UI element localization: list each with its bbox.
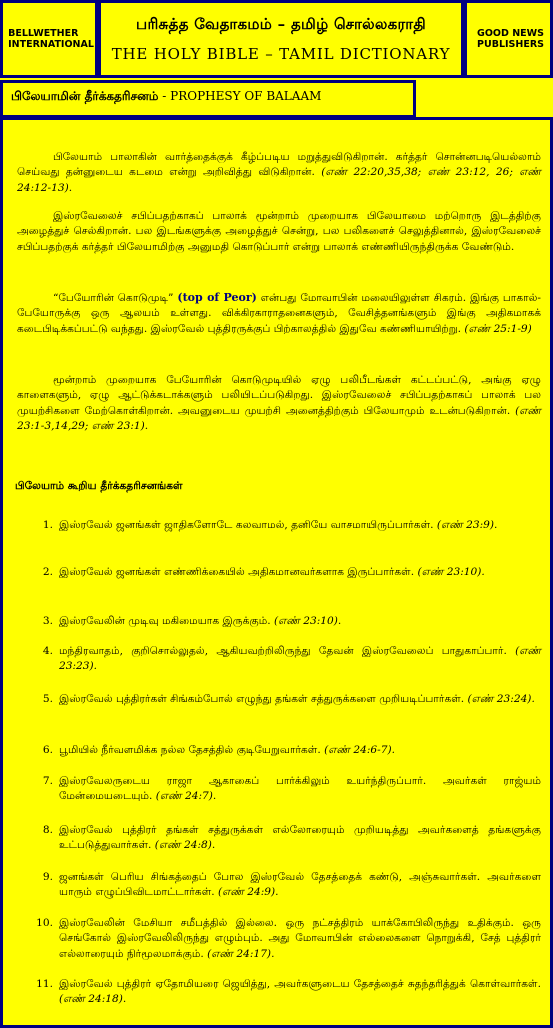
paragraph-1-text: பிலேயாம் பாலாகின் வார்த்தைக்குக் கீழ்ப்படிய மறுத்துவிடுகிறான். கர்த்தர் சொன்னபடியெல்லாம் செய்வது தன்னுடைய கடமை என்று அறிவித்து விடுகிறான்.	[17, 151, 541, 179]
list-item-text: இஸ்ரவேல் ஜனங்கள் ஜாதிகளோடே கலவாமல், தனியே வாசமாயிருப்பார்கள்.	[59, 519, 437, 531]
list-item-text: இஸ்ரவேல் ஜனங்கள் எண்ணிக்கையில் அதிகமானவர்களாக இருப்பார்கள்.	[59, 566, 418, 578]
list-item-text: மந்திரவாதம், குறிசொல்லுதல், ஆகியவற்றிலிருந்து தேவன் இஸ்ரவேலைப் பாதுகாப்பார்.	[59, 645, 516, 657]
list-item	[31, 692, 541, 707]
list-item-number: 8.	[42, 824, 53, 836]
list-item-number: 6.	[42, 744, 53, 756]
list-item	[31, 774, 541, 805]
section-title-english: - PROPHESY OF BALAAM	[158, 89, 322, 103]
good-news-logo-line2: PUBLISHERS	[477, 39, 544, 50]
list-item-text: இஸ்ரவேலருடைய ராஜா ஆகாகைப் பார்க்கிலும் உயர்ந்திருப்பார். அவர்கள் ராஜ்யம் மேன்மையடையும்.	[59, 775, 541, 803]
paragraph-3	[17, 290, 541, 337]
paragraph-4-text: மூன்றாம் முறையாக பேயோரின் கொடுமுடியில் ஏழு பலிபீடங்கள் கட்டப்பட்டு, அங்கு ஏழு காளைகளும், ஏழு ஆட்டுக்கடாக்களும் பலியிடப்படுகிறது. இஸ்ரவேலைச் சபிப்பதற்காகப் பாலாக் பல முயற்சிகளை மேற்கொள்கிறான். அவனுடைய முயற்சி அனைத்திற்கும் பிலேயாமும் உடன்படுகிறான்.	[17, 374, 541, 417]
list-item	[31, 614, 541, 629]
list-item-text: ஜனங்கள் பெரிய சிங்கத்தைப் போல இஸ்ரவேல் தேசத்தைக் கண்டு, அஞ்சுவார்கள். அவர்களை யாரும் எழுப்பிவிடமாட்டார்கள்.	[59, 871, 541, 899]
list-item-text: இஸ்ரவேலின் முடிவு மகிமையாக இருக்கும்.	[59, 615, 274, 627]
paragraph-4-reference: (எண் 23:1-3,14,29; எண் 23:1).	[17, 404, 541, 432]
list-item-text: இஸ்ரவேல் புத்திரர் ஏதோமியரை ஜெயித்து, அவர்களுடைய தேசத்தைச் சுதந்தரித்துக் கொள்வார்கள்.	[59, 978, 541, 990]
list-item-reference: (எண் 24:17).	[207, 947, 275, 960]
list-item-text: இஸ்ரவேல் புத்திரர் தங்கள் சத்துருக்கள் எல்லோரையும் முறியடித்து அவர்களைத் தங்களுக்கு உட்படுத்துவார்கள்.	[59, 824, 541, 852]
list-item-number: 2.	[42, 566, 53, 578]
bellwether-logo-line1: BELLWETHER	[8, 28, 79, 39]
list-item-reference: (எண் 23:9).	[436, 519, 498, 531]
list-item	[31, 916, 541, 962]
list-item-reference: (எண் 24:8).	[154, 839, 216, 852]
dictionary-title-box	[98, 0, 464, 78]
good-news-logo-line1: GOOD NEWS	[477, 28, 544, 39]
title-tamil: பரிசுத்த வேதாகமம் – தமிழ் சொல்லகராதி	[135, 15, 427, 33]
list-item-number: 9.	[42, 871, 53, 883]
good-news-logo-text	[477, 28, 544, 50]
list-item-reference: (எண் 24:18).	[59, 993, 127, 1006]
list-item	[31, 823, 541, 854]
list-item	[31, 518, 541, 533]
list-item	[31, 977, 541, 1008]
list-item	[31, 565, 541, 580]
list-item-reference: (எண் 24:7).	[155, 790, 217, 803]
list-item	[31, 870, 541, 901]
good-news-logo-box	[464, 0, 553, 78]
paragraph-1	[17, 150, 541, 196]
peor-highlight: (top of Peor)	[177, 291, 257, 304]
list-item-number: 11.	[36, 978, 53, 990]
list-item-reference: (எண் 23:10).	[417, 566, 485, 578]
paragraph-3-start: “பேயோரின் கொடுமுடி”	[53, 292, 178, 304]
title-english: THE HOLY BIBLE – TAMIL DICTIONARY	[111, 45, 451, 63]
content-box	[0, 117, 553, 1028]
list-item-reference: (எண் 24:9).	[218, 886, 279, 899]
list-item	[31, 644, 541, 675]
prophecies-heading: பிலேயாம் கூறிய தீர்க்கதரிசனங்கள்	[15, 480, 183, 492]
list-item-reference: (எண் 24:6-7).	[324, 744, 395, 756]
list-item-number: 10.	[36, 917, 53, 929]
list-item-reference: (எண் 23:24).	[467, 693, 535, 705]
bellwether-logo-text	[8, 28, 94, 50]
list-item-number: 7.	[42, 775, 53, 787]
bellwether-logo-box	[0, 0, 98, 78]
section-title-box	[0, 80, 416, 118]
list-item-reference: (எண் 23:23).	[59, 645, 541, 673]
list-item-text: இஸ்ரவேலின் மேசியா சமீபத்தில் இல்லை. ஒரு நட்சத்திரம் யாக்கோபிலிருந்து உதிக்கும். ஒரு செங்கோல் இஸ்ரவேலிலிருந்து எழும்பும். அது மோவாபின் எல்லைகளை நொறுக்கி, சேத் புத்திரர் எல்லாரையும் நிர்மூலமாக்கும்.	[59, 917, 541, 960]
list-item-reference: (எண் 23:10).	[273, 615, 342, 627]
paragraph-3-reference: (எண் 25:1-9)	[460, 322, 532, 335]
list-item-number: 5.	[42, 693, 53, 705]
paragraph-4	[17, 373, 541, 434]
bellwether-logo-line2: INTERNATIONAL	[8, 39, 94, 50]
list-item-number: 1.	[42, 519, 53, 531]
paragraph-2-text: இஸ்ரவேலைச் சபிப்பதற்காகப் பாலாக் மூன்றாம் முறையாக பிலேயாமை மற்றொரு இடத்திற்கு அழைத்துச் செல்கிறான். பல இடங்களுக்கு அழைத்துச் சென்று, பல பலிகளைச் செலுத்தினால், இஸ்ரவேலைச் சபிப்பதற்குக் கர்த்தர் பிலேயாமிற்கு அனுமதி கொடுப்பார் என்று பாலாக் எண்ணியிருந்திருக்க வேண்டும்.	[17, 210, 541, 253]
list-item-number: 3.	[42, 615, 53, 627]
paragraph-1-reference: (எண் 22:20,35,38; எண் 23:12, 26; எண் 24:12-13).	[17, 166, 541, 194]
list-item-text: இஸ்ரவேல் புத்திரர்கள் சிங்கம்போல் எழுந்து தங்கள் சத்துருக்களை முறியடிப்பார்கள்.	[59, 693, 468, 705]
paragraph-3-text: என்பது மோவாபின் மலையிலுள்ள சிகரம். இங்கு பாகால்-பேயோருக்கு ஒரு ஆலயம் உள்ளது. விக்கிரகாராதனைகளும், வேசித்தனங்களும் இங்கு அதிகமாகக் கடைபிடிக்கப்பட்டு வந்தது. இஸ்ரவேல் புத்திரருக்குப் பிற்காலத்தில் இதுவே கண்ணியாயிற்று.	[17, 292, 542, 335]
list-item-text: பூமியில் நீர்வளமிக்க நல்ல தேசத்தில் குடியேறுவார்கள்.	[59, 744, 325, 756]
paragraph-2	[17, 209, 541, 255]
list-item	[31, 743, 541, 758]
list-item-number: 4.	[42, 645, 53, 657]
section-title-tamil: பிலேயாமின் தீர்க்கதரிசனம்	[11, 89, 159, 103]
